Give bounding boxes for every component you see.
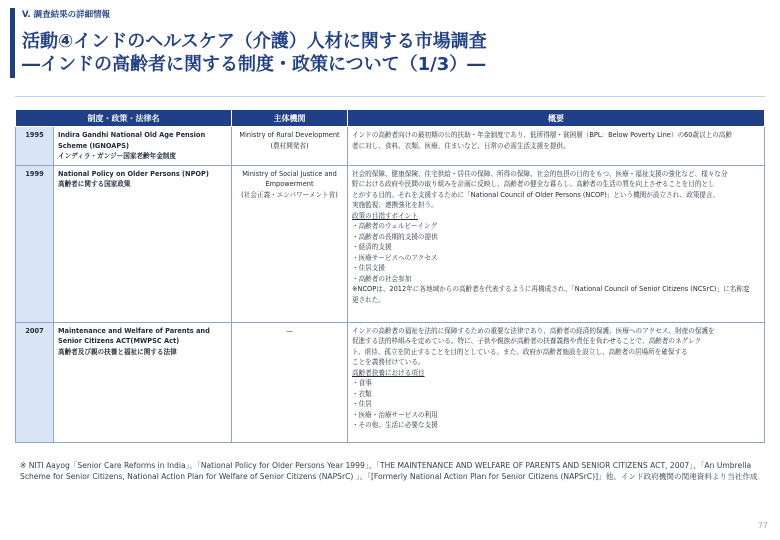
overview-line: 野における政府や民間の取り組みを計画に反映し、高齢者の健全な暮らし、高齢者の生活の質を向上させることを目的とし — [352, 180, 715, 188]
overview-line: 実施監視、連携強化を担う。 — [352, 201, 438, 209]
agency-line: — — [286, 326, 293, 335]
row-policy-name — [54, 127, 232, 166]
overview-line: ・高齢者の社会参加 — [352, 274, 412, 283]
policy-name-en: Indira Gandhi National Old Age Pension Scheme (IGNOAPS) — [58, 131, 206, 150]
policy-name-en: National Policy on Older Persons (NPOP) — [58, 169, 209, 178]
policy-table — [15, 109, 765, 443]
overview-line: とがする目的。それを支援するために「National Council of Older Persons (NCOP)」という機関が設立され、政策提言、 — [352, 190, 720, 199]
page-title-line-1: 活動④インドのヘルスケア（介護）人材に関する市場調査 — [22, 31, 487, 52]
row-year: 2007 — [16, 322, 54, 442]
overview-line: 更された。 — [352, 295, 385, 304]
row-overview — [348, 165, 765, 322]
overview-line: インドの高齢者の福祉を法的に保障するための重要な法律であり、高齢者の経済的保護、医療へのアクセス、財産の保護を — [352, 326, 715, 335]
overview-line: ・医療サービスへのアクセス — [352, 253, 438, 262]
page-title-line-2: ―インドの高齢者に関する制度・政策について（1/3）― — [22, 54, 486, 75]
overview-line: ・食事 — [352, 379, 372, 387]
agency-line: Ministry of Social Justice and — [242, 169, 337, 178]
overview-line: ・住居 — [352, 400, 372, 408]
page-title — [22, 30, 487, 76]
agency-line: Ministry of Rural Development — [239, 131, 340, 139]
column-header-overview: 概要 — [348, 110, 765, 127]
row-overview — [348, 127, 765, 166]
row-agency — [232, 165, 348, 322]
column-header-policy: 制度・政策・法律名 — [16, 110, 232, 127]
row-policy-name — [54, 322, 232, 442]
row-agency — [232, 322, 348, 442]
agency-line: (社会正義・エンパワーメント省) — [241, 190, 338, 199]
row-agency — [232, 127, 348, 166]
overview-line: ・経済的支援 — [352, 243, 392, 251]
overview-subheading: 高齢者扶養における項目 — [352, 368, 425, 377]
policy-name-ja: インディラ・ガンジー国家老齢年金制度 — [58, 152, 176, 160]
overview-line: 促進する法的枠組みを定めている。特に、子供や親族が高齢者の扶養義務や責任を負わせることで、高齢者のネグレク — [352, 337, 702, 345]
overview-line: インドの高齢者向けの最初期の公的扶助・年金制度であり、低所得層・貧困層（BPL：Below Poverty Line）の60歳以上の高齢 — [352, 131, 732, 139]
table-row — [16, 322, 765, 442]
overview-line: ・医療・治療サービスの利用 — [352, 410, 438, 419]
table-row — [16, 165, 765, 322]
overview-line: ・その他、生活に必要な支援 — [352, 421, 438, 429]
agency-line: Empowerment — [265, 180, 314, 188]
source-footnote: ※ NITI Aayog「Senior Care Reforms in India」、「National Policy for Older Persons Year 1999」、「THE MAINTENANCE AND WELFARE OF PARENTS AND SENIOR CITIZENS ACT, 2007」、「An Umbrella Scheme for Senior Citizens, National Action Plan for Welfare of Senior Citizens (NAPSrC) 」、「[Formerly National Action Plan for Senior Citizens (NAPSrC)]」他、インド政府機関の関連資料より当社作成 — [20, 461, 758, 481]
policy-name-ja: 高齢者及び親の扶養と福祉に関する法律 — [58, 347, 177, 356]
overview-line: ことを義務付けている。 — [352, 358, 425, 366]
overview-line: ・高齢者のウェルビーイング — [352, 222, 438, 230]
overview-line: ト、虐待、孤立を防止することを目的としている。また、政府が高齢者施設を設立し、高齢者の居場所を確保する — [352, 347, 688, 356]
row-overview — [348, 322, 765, 442]
row-year: 1995 — [16, 127, 54, 166]
overview-line: 者に対し、食料、衣類、医療、住まいなど、日常の必需生活支援を提供。 — [352, 141, 570, 150]
row-year: 1999 — [16, 165, 54, 322]
section-label: V. 調査結果の詳細情報 — [22, 10, 111, 20]
overview-line: ・住居支援 — [352, 264, 385, 272]
agency-line: (農村開発省) — [270, 141, 309, 150]
overview-line: ・高齢者の長期的支援の提供 — [352, 232, 438, 241]
column-header-agency: 主体機関 — [232, 110, 348, 127]
overview-line: 社会的保障、健康保険、住宅供給・居住の保障、所得の保障、社会的包摂の目的をもつ、医療・福祉支援の強化など、様々な分 — [352, 169, 728, 178]
title-accent-bar — [10, 8, 15, 78]
overview-line: ※NCOPは、2012年に各地域からの高齢者を代表するように再構成され、「National Council of Senior Citizens (NCSrC)」に名称変 — [352, 285, 750, 293]
page-number: 77 — [757, 521, 768, 530]
overview-line: ・衣類 — [352, 389, 372, 398]
table-header-row — [16, 110, 765, 127]
policy-name-ja: 高齢者に関する国家政策 — [58, 180, 131, 188]
header-divider — [15, 96, 765, 97]
row-policy-name — [54, 165, 232, 322]
policy-name-en: Maintenance and Welfare of Parents and Senior Citizens ACT(MWPSC Act) — [58, 326, 210, 345]
table-row — [16, 127, 765, 166]
overview-subheading: 政策の目指すポイント — [352, 211, 418, 220]
